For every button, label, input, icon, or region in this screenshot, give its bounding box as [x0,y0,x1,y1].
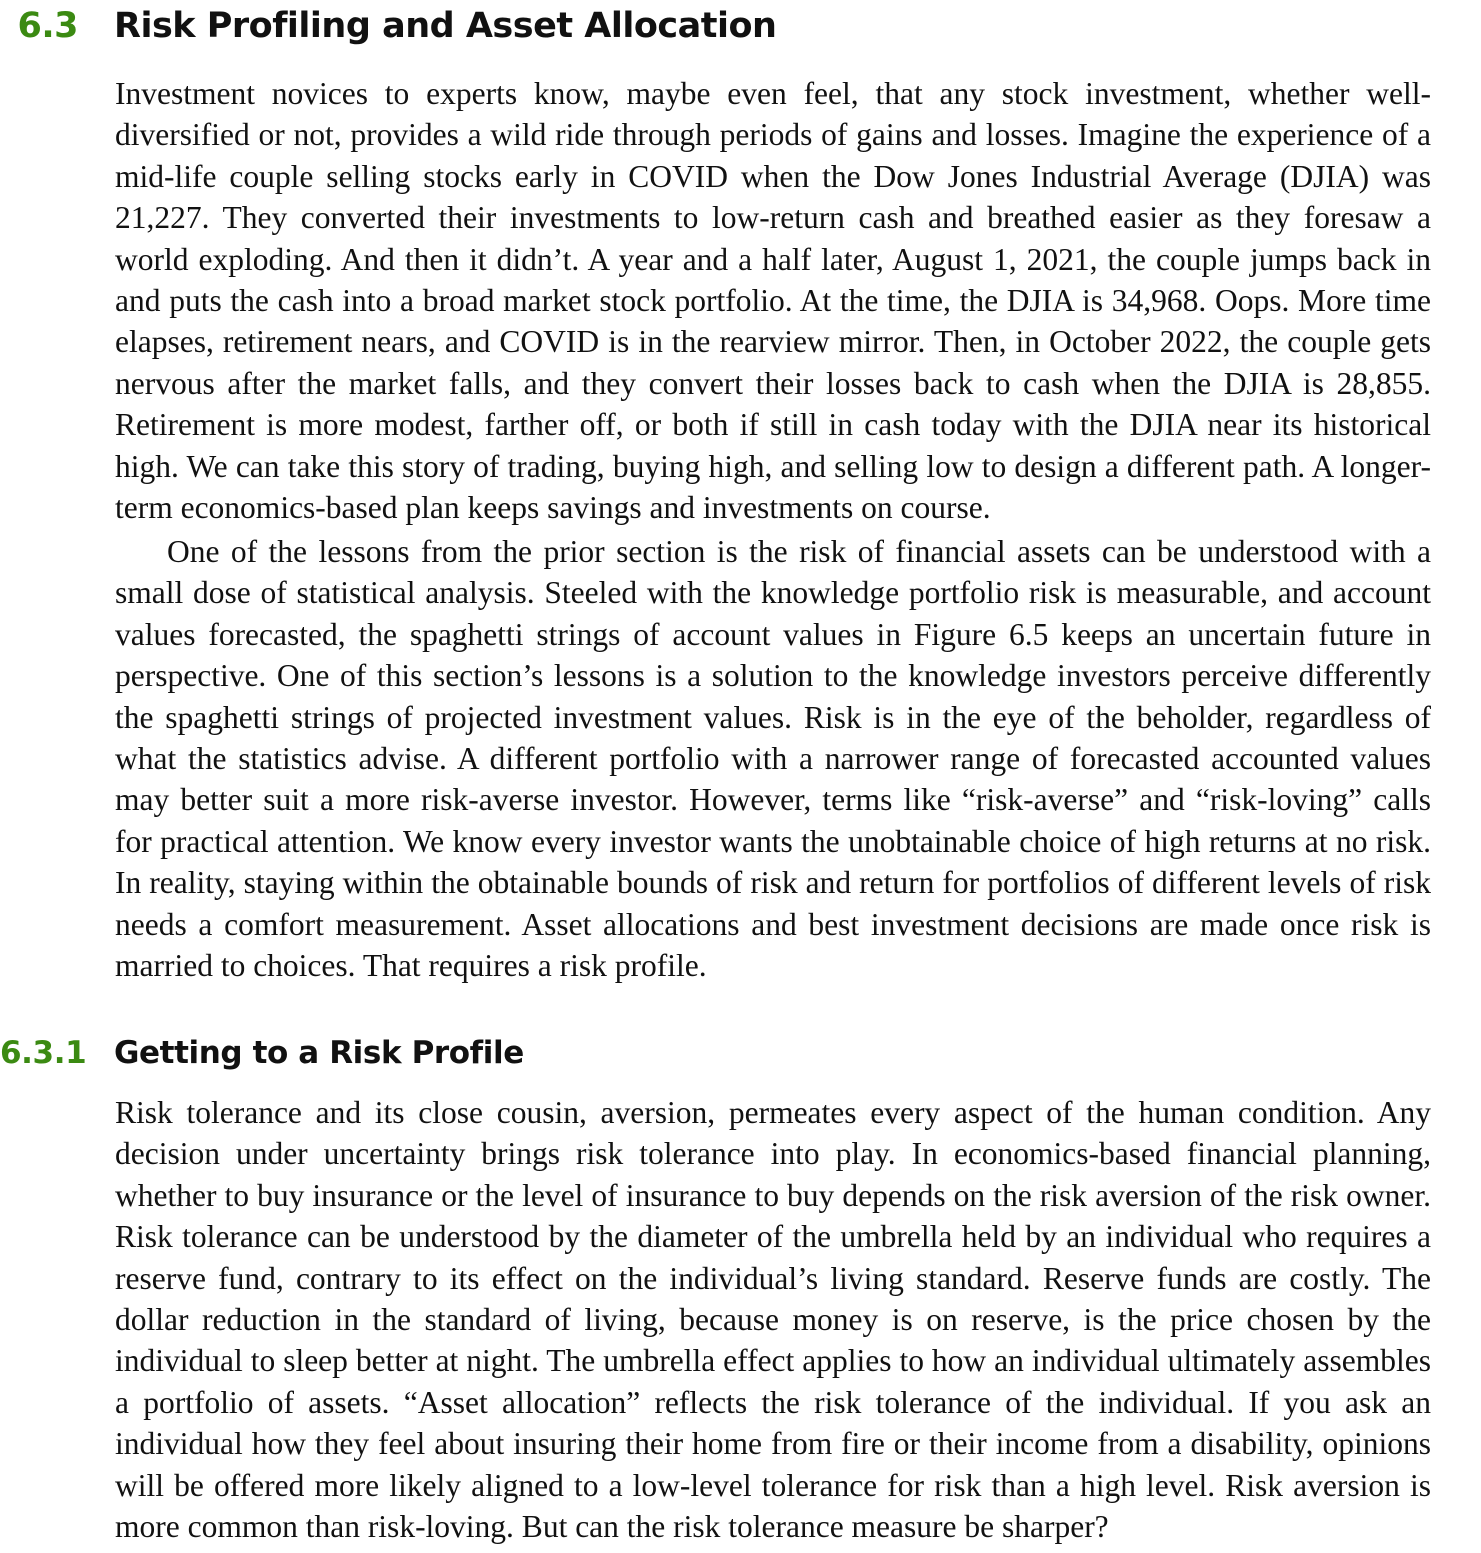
subsection-title: Getting to a Risk Profile [114,1035,524,1071]
section-title: Risk Profiling and Asset Allocation [114,6,777,46]
section-number: 6.3 [17,6,78,46]
section-heading [0,6,776,46]
subsection-number: 6.3.1 [0,1035,87,1071]
subsection-paragraph-1: Risk tolerance and its close cousin, aversion, permeates every aspect of the human condition. Any decision under uncertainty brings risk tolerance into play. In economics-based financial planning, whether to buy insurance or the level of insurance to buy depends on the risk aversion of the risk owner. Risk tolerance can be understood by the diameter of the umbrella held by an individual who requires a reserve fund, contrary to its effect on the individual’s living standard. Reserve funds are costly. The dollar reduction in the standard of living, because money is on reserve, is the price chosen by the individual to sleep better at night. The umbrella effect applies to how an individual ultimately assembles a portfolio of assets. “Asset allocation” reflects the risk tolerance of the individual. If you ask an individual how they feel about insuring their home from fire or their income from a disability, opinions will be offered more likely aligned to a low-level tolerance for risk than a high level. Risk aversion is more common than risk-loving. But can the risk tolerance measure be sharper? [115,1095,1431,1545]
subsection-heading [0,1035,524,1071]
section-paragraph-2: One of the lessons from the prior section is the risk of financial assets can be understood with a small dose of statistical analysis. Steeled with the knowledge portfolio risk is measurable, and account values forecasted, the spaghetti strings of account values in Figure 6.5 keeps an uncertain future in perspective. One of this section’s lessons is a solution to the knowledge investors perceive differently the spaghetti strings of projected investment values. Risk is in the eye of the beholder, regardless of what the statistics advise. A different portfolio with a narrower range of forecasted accounted values may better suit a more risk-averse investor. However, terms like “risk-averse” and “risk-loving” calls for practical attention. We know every investor wants the unobtainable choice of high returns at no risk. In reality, staying within the obtainable bounds of risk and return for portfolios of different levels of risk needs a comfort measurement. Asset allocations and best investment decisions are made once risk is married to choices. That requires a risk profile. [115,534,1431,984]
section-paragraph-1: Investment novices to experts know, maybe even feel, that any stock investment, whether well-diversified or not, provides a wild ride through periods of gains and losses. Imagine the experience of a mid-life couple selling stocks early in COVID when the Dow Jones Industrial Average (DJIA) was 21,227. They converted their investments to low-return cash and breathed easier as they foresaw a world exploding. And then it didn’t. A year and a half later, August 1, 2021, the couple jumps back in and puts the cash into a broad market stock portfolio. At the time, the DJIA is 34,968. Oops. More time elapses, retirement nears, and COVID is in the rearview mirror. Then, in October 2022, the couple gets nervous after the market falls, and they convert their losses back to cash when the DJIA is 28,855. Retirement is more modest, farther off, or both if still in cash today with the DJIA near its historical high. We can take this story of trading, buying high, and selling low to design a different path. A longer-term economics-based plan keeps savings and investments on course. [115,76,1431,526]
